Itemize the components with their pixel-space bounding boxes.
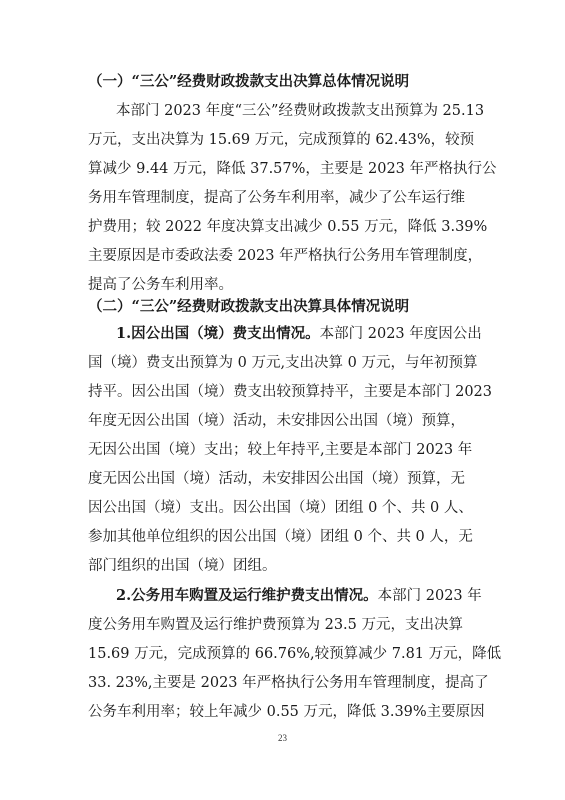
item-1-first-line-text: 本部门 2023 年度因公出 (319, 326, 482, 342)
paragraph-line: 部门组织的出国（境）团组。 (88, 558, 277, 574)
paragraph-line: 参加其他单位组织的因公出国（境）团组 0 个、共 0 人，无 (88, 529, 473, 545)
paragraph-line: 因公出国（境）支出。因公出国（境）团组 0 个、共 0 人、 (88, 500, 473, 516)
paragraph-line: 33. 23%,主要是 2023 年严格执行公务用车管理制度，提高了 (88, 675, 489, 691)
item-2-title: 2.公务用车购置及运行维护费支出情况。 (116, 587, 378, 604)
paragraph-line: 公务车利用率；较上年减少 0.55 万元，降低 3.39%主要原因 (88, 704, 485, 720)
paragraph-line: 万元，支出决算为 15.69 万元，完成预算的 62.43%，较预 (88, 132, 475, 148)
paragraph-line: 务用车管理制度，提高了公务车利用率，减少了公车运行维 (88, 190, 465, 206)
paragraph-line: 护费用；较 2022 年度决算支出减少 0.55 万元，降低 3.39% (88, 219, 488, 235)
paragraph-line: 国（境）费支出预算为 0 万元,支出决算 0 万元，与年初预算 (88, 355, 478, 371)
section-heading-1: （一）“三公”经费财政拨款支出决算总体情况说明 (88, 73, 410, 90)
paragraph-line: 无因公出国（境）支出；较上年持平,主要是本部门 2023 年 (88, 442, 473, 458)
item-1-title: 1.因公出国（境）费支出情况。 (116, 325, 320, 342)
paragraph-line: 度公务用车购置及运行维护费预算为 23.5 万元，支出决算 (88, 617, 464, 633)
paragraph-line: 年度无因公出国（境）活动，未安排因公出国（境）预算， (88, 413, 465, 429)
paragraph-line: 提高了公务车利用率。 (88, 277, 233, 293)
item-2-first-line (88, 589, 488, 604)
item-1-first-line (88, 327, 488, 342)
paragraph-line: 15.69 万元，完成预算的 66.76%,较预算减少 7.81 万元，降低 (88, 646, 502, 662)
paragraph-line: 主要原因是市委政法委 2023 年严格执行公务用车管理制度， (88, 248, 483, 264)
section-heading-2: （二）“三公”经费财政拨款支出决算具体情况说明 (88, 298, 410, 315)
paragraph-line: 度无因公出国（境）活动，未安排因公出国（境）预算，无 (88, 471, 465, 487)
item-2-first-line-text: 本部门 2023 年 (377, 588, 482, 604)
paragraph-line: 算减少 9.44 万元，降低 37.57%，主要是 2023 年严格执行公 (88, 161, 497, 177)
page-number: 23 (278, 733, 287, 743)
paragraph-line: 持平。因公出国（境）费支出较预算持平，主要是本部门 2023 (88, 384, 493, 400)
paragraph-line: 本部门 2023 年度“三公”经费财政拨款支出预算为 25.13 (116, 103, 485, 119)
